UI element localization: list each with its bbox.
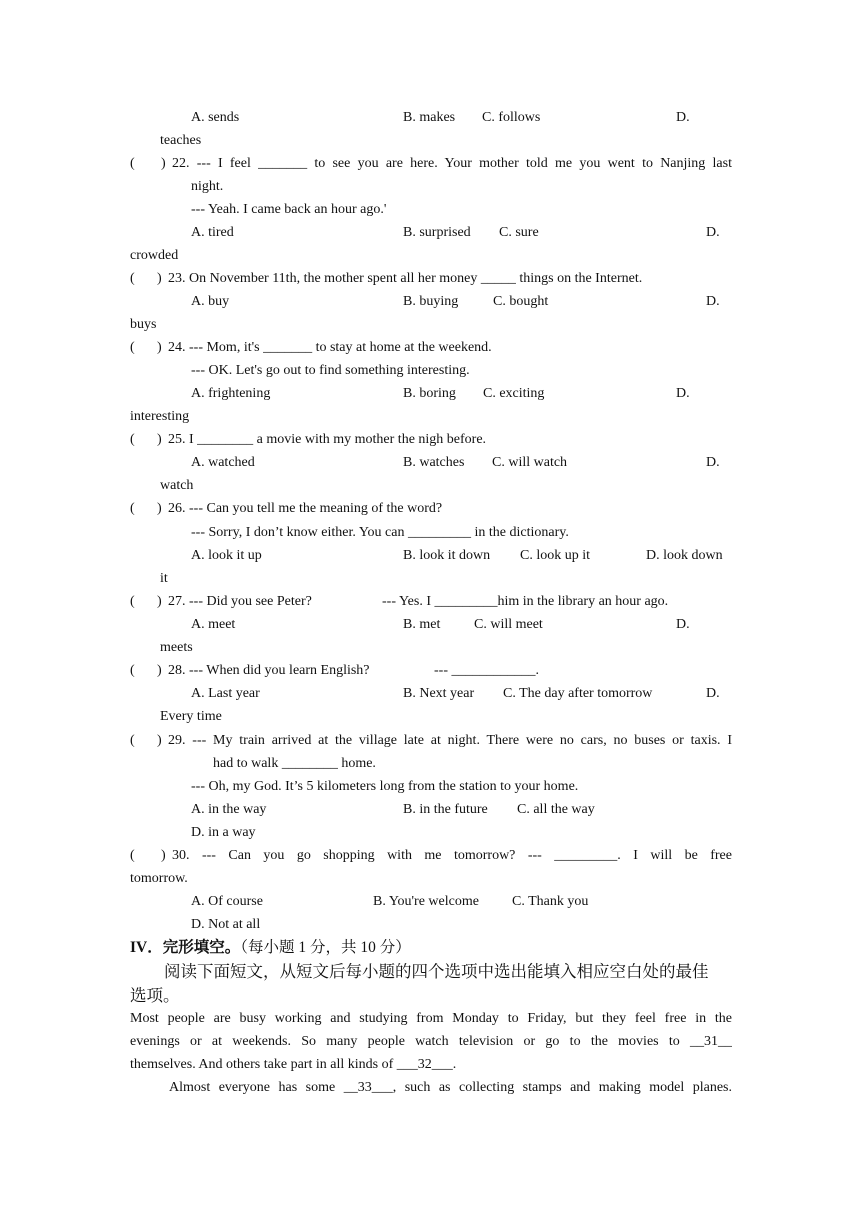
q23-answer-paren-close: ) [157,271,162,286]
q22-option-b: B. surprised [403,225,471,240]
q29-answer-paren-close: ) [157,733,162,748]
section-number: IV．完形填空。 [130,939,241,956]
q25-stem: 25. I ________ a movie with my mother the nigh before. [168,432,487,447]
q24-option-c: C. exciting [483,386,545,401]
q24-option-b: B. boring [403,386,456,401]
q27-answer-paren-open: ( [130,594,135,609]
q29-stem-cont: had to walk ________ home. [213,756,376,771]
q22-stem-cont: night. [191,179,224,194]
q25-option-d: D. [706,455,720,470]
q22-option-a: A. tired [191,225,234,240]
q26-answer-paren-close: ) [157,501,162,516]
q24-option-d: D. [676,386,690,401]
q23-option-d-text: buys [130,317,157,332]
q22-stem: 22. --- I feel _______ to see you are here. Your mother told me you went to Nanjing last [172,156,732,171]
passage-line: Almost everyone has some __33___, such as collecting stamps and making model planes. [169,1080,732,1095]
q30-option-c: C. Thank you [512,894,589,909]
q23-option-d: D. [706,294,720,309]
q24-stem: 24. --- Mom, it's _______ to stay at home at the weekend. [168,340,492,355]
section-heading [130,938,411,958]
q28-option-b: B. Next year [403,686,475,701]
q27-answer-paren-close: ) [157,594,162,609]
q22-option-c: C. sure [499,225,539,240]
q22-option-d-text: crowded [130,248,179,263]
q30-option-d: D. Not at all [191,917,261,932]
q28-option-a: A. Last year [191,686,260,701]
q25-option-d-text: watch [160,478,194,493]
q23-option-b: B. buying [403,294,459,309]
q26-option-b: B. look it down [403,548,491,563]
q21-option-b: B. makes [403,110,456,125]
section-instruction: 阅读下面短文，从短文后每小题的四个选项中选出能填入相应空白处的最佳 [164,962,709,981]
q24-answer-paren-open: ( [130,340,135,355]
q27-option-c: C. will meet [474,617,543,632]
q22-reply: --- Yeah. I came back an hour ago.' [191,202,387,217]
q30-option-b: B. You're welcome [373,894,479,909]
q24-reply: --- OK. Let's go out to find something interesting. [191,363,470,378]
q28-option-c: C. The day after tomorrow [503,686,653,701]
q26-option-d: D. look down [646,548,723,563]
passage-line: Most people are busy working and studying from Monday to Friday, but they feel free in the [130,1011,732,1026]
q26-answer-paren-open: ( [130,501,135,516]
q30-stem: 30. --- Can you go shopping with me tomorrow? --- _________. I will be free [172,848,732,863]
q28-answer-paren-close: ) [157,663,162,678]
q22-answer-paren-close: ) [161,156,166,171]
q28-option-d: D. [706,686,720,701]
q21-option-d-text: teaches [160,133,202,148]
q23-answer-paren-open: ( [130,271,135,286]
passage-line: evenings or at weekends. So many people watch television or go to the movies to __31__ [130,1034,732,1049]
q26-reply: --- Sorry, I don’t know either. You can _________ in the dictionary. [191,525,569,540]
q24-answer-paren-close: ) [157,340,162,355]
q30-option-a: A. Of course [191,894,263,909]
passage-line: themselves. And others take part in all kinds of ___32___. [130,1057,457,1072]
q29-option-b: B. in the future [403,802,488,817]
q28-answer-paren-open: ( [130,663,135,678]
q22-answer-paren-open: ( [130,156,135,171]
q29-reply: --- Oh, my God. It’s 5 kilometers long from the station to your home. [191,779,579,794]
q22-option-d: D. [706,225,720,240]
q27-reply: --- Yes. I _________him in the library an hour ago. [382,594,669,609]
q26-option-a: A. look it up [191,548,262,563]
q30-answer-paren-close: ) [161,848,166,863]
q30-stem-cont: tomorrow. [130,871,188,886]
q21-option-a: A. sends [191,110,240,125]
q21-option-c: C. follows [482,110,541,125]
section-instruction-cont: 选项。 [130,986,180,1005]
q29-option-d: D. in a way [191,825,256,840]
q25-option-b: B. watches [403,455,465,470]
q24-option-a: A. frightening [191,386,271,401]
q23-option-a: A. buy [191,294,230,309]
q29-option-a: A. in the way [191,802,267,817]
q27-option-d-text: meets [160,640,193,655]
q28-option-d-text: Every time [160,709,222,724]
q28-stem: 28. --- When did you learn English? [168,663,370,678]
section-points: （每小题 1 分，共 10 分） [240,939,411,956]
q25-answer-paren-close: ) [157,432,162,447]
q29-option-c: C. all the way [517,802,595,817]
q24-option-d-text: interesting [130,409,190,424]
q27-option-a: A. meet [191,617,236,632]
q26-option-d-text: it [160,571,168,586]
q25-option-c: C. will watch [492,455,568,470]
q23-option-c: C. bought [493,294,549,309]
q26-option-c: C. look up it [520,548,591,563]
q23-stem: 23. On November 11th, the mother spent all her money _____ things on the Internet. [168,271,643,286]
q27-stem: 27. --- Did you see Peter? [168,594,312,609]
q29-answer-paren-open: ( [130,733,135,748]
q30-answer-paren-open: ( [130,848,135,863]
q26-stem: 26. --- Can you tell me the meaning of the word? [168,501,443,516]
q28-reply: --- ____________. [434,663,539,678]
q27-option-b: B. met [403,617,441,632]
q27-option-d: D. [676,617,690,632]
q21-option-d: D. [676,110,690,125]
q25-answer-paren-open: ( [130,432,135,447]
q29-stem: 29. --- My train arrived at the village late at night. There were no cars, no buses or taxis. I [168,733,732,748]
q25-option-a: A. watched [191,455,255,470]
